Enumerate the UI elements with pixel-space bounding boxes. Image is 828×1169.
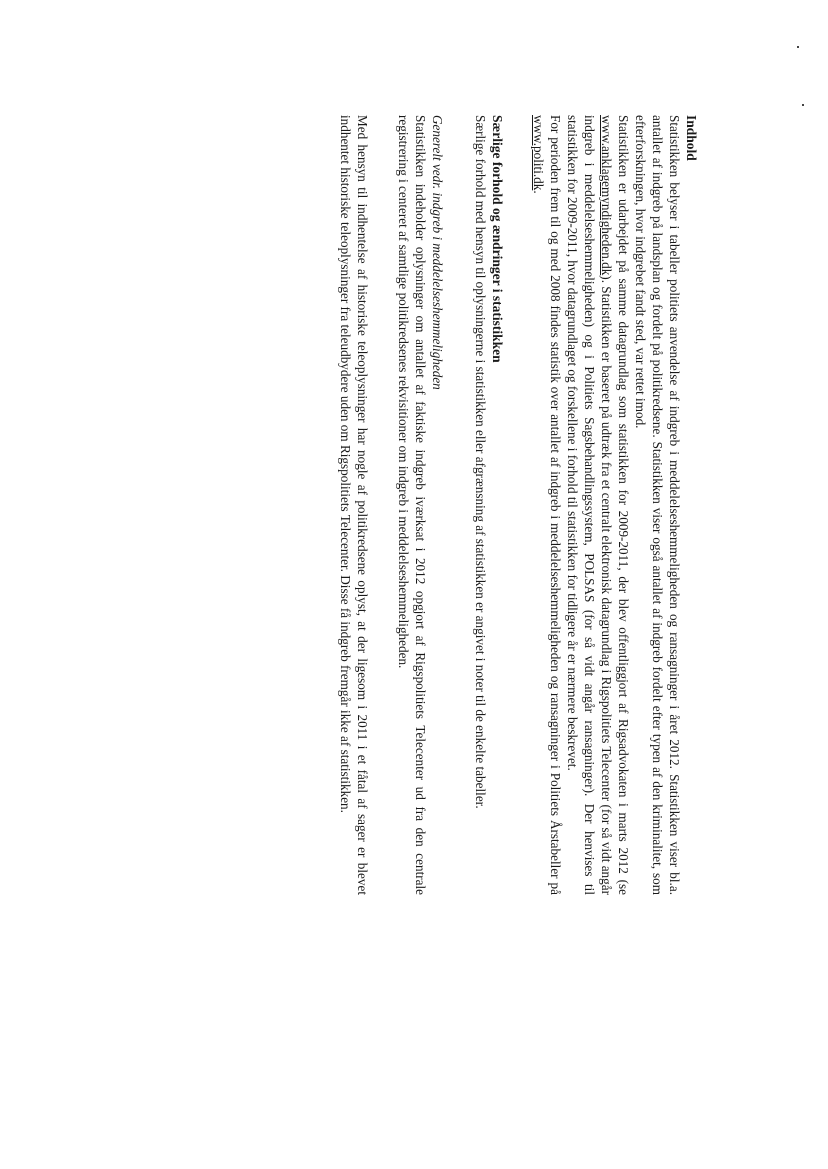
- heading-indhold: Indhold: [684, 115, 699, 161]
- paragraph-intro: Statistikken belyser i tabeller politiets anvendelse af indgreb i meddelelseshemmeligheden og ransagninger i året 2012. Statistikken viser bl.a. antallet af indgreb på landsplan og fordelt på politikredsene. Statistikken viser også antallet af indgreb fordelt efter typen af den kriminalitet, som efterforskningen, hvor indgrebet fandt sted, var rettet imod.: [633, 115, 682, 895]
- link-anklagemyndigheden[interactable]: www.anklagemyndigheden.dk: [599, 115, 614, 276]
- scan-speck: [802, 104, 804, 106]
- paragraph-text: Statistikken er udarbejdet på samme datagrundlag som statistikken for 2009-2011, der blev offentliggjort af Rigsadvokaten i marts 2012 (se: [616, 115, 631, 895]
- heading-saerlige-forhold: Særlige forhold og ændringer i statistikken: [490, 115, 505, 363]
- scan-speck: [797, 46, 799, 48]
- subheading-generelt: Generelt vedr. indgreb i meddelelseshemmeligheden: [430, 115, 445, 390]
- document-body: [337, 115, 700, 895]
- paragraph-telecenter: Statistikken indeholder oplysninger om antallet af faktiske indgreb iværksat i 2012 opgjort af Rigspolitiets Telecenter ud fra den centrale registrering i centeret af samtlige politikredsenes rekvisitioner om indgreb i meddelelseshemmeligheden.: [396, 115, 428, 895]
- link-politi[interactable]: www.politi.dk: [531, 115, 546, 191]
- paragraph-historiske-teleoplysninger: Med hensyn til indhentelse af historiske teleoplysninger har nogle af politikredsene oplyst, at der ligesom i 2011 i et fåtal af sager er blevet indhentet historiske teleoplysninger fra teleudbydere uden om Rigspolitiets Telecenter. Disse få indgreb fremgår ikke af statistikken.: [338, 115, 370, 895]
- paragraph-aarstabeller: [530, 115, 564, 895]
- paragraph-text: .: [531, 190, 546, 194]
- paragraph-datagrundlag: [564, 115, 632, 895]
- paragraph-text: For perioden frem til og med 2008 findes statistik over antallet af indgreb i meddelelseshemmeligheden og ransagninger i Politiets Årstabeller på: [548, 115, 563, 895]
- paragraph-text: ). Statistikken er baseret på udtræk fra et centralt elektronisk datagrundlag i Rigspolitiets Telecenter (for så vidt angår indgreb i meddelelseshemmeligheden) og i Politiets Sagsbehandlingssystem, POLSAS (for så vidt angår ransagninger). Der henvises til statistikken for 2009-2011, hvor datagrundlaget og forskellene i forhold til statistikken for tidligere år er nærmere beskrevet.: [565, 115, 614, 895]
- paragraph-saerlige-forhold: Særlige forhold med hensyn til oplysningerne i statistikken eller afgrænsning af statistikken er angivet i noter til de enkelte tabeller.: [473, 115, 488, 809]
